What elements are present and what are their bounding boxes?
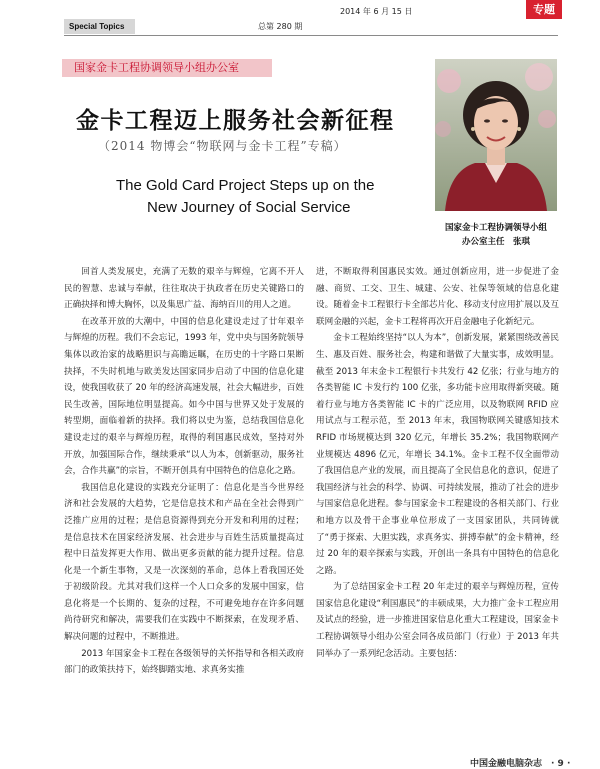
article-title-cn: 金卡工程迈上服务社会新征程 — [76, 107, 395, 134]
header-date: 2014 年 6 月 15 日 — [340, 7, 413, 16]
article-subtitle-cn: （2014 物博会“物联网与金卡工程”专稿） — [98, 139, 347, 153]
portrait-illustration — [435, 59, 557, 211]
author-portrait — [435, 59, 557, 211]
body-paragraph: 我国信息化建设的实践充分证明了：信息化是当今世界经济和社会发展的大趋势，它是信息技术和产品在全社会得到广泛推广应用的过程；是信息资源得到充分开发和利用的过程；是信息技术在国家经济发展、社会进步与百姓生活质量提高过程中日益发挥更大作用、做出更多贡献的能力提升过程。信息化是一个新生事物，又是一次深刻的革命，总体上看我国还处于初级阶段。尤其对我们这样一个人口众多的发展中国家，信息化将是一个长期的、复杂的过程，不可避免地存在许多问题尚待研究和解决，需要我们在实践中不断探索，在发现矛盾、解决问题的过程中，不断推进。 — [64, 482, 304, 643]
header-divider — [64, 35, 558, 36]
article-title-en-line1: The Gold Card Project Steps up on the — [116, 177, 375, 194]
page-footer: 中国金融电脑杂志 · 9 · — [470, 759, 571, 769]
body-paragraph: 在改革开放的大潮中，中国的信息化建设走过了廿年艰辛与辉煌的历程。我们不会忘记，1993 年，党中央与国务院领导集体以政治家的战略胆识与高瞻远瞩，在历史的十字路口果断抉择，不失时机地与欧美发达国家同步启动了中国的信息化建设，使我国收获了 20 年的经济高速发展，社会大幅进步，百姓民生改善，国际地位明显提高。如今中国与世界又处于发展的转型期，面临着新的抉择。我们将以史为鉴，总结我国信息化建设走过的艰辛与辉煌历程，取得的利国惠民成效，坚持对外开放，加强国际合作，继续秉承“以人为本，创新驱动，服务社会，合作共赢”的宗旨，不断开创具有中国特色的信息化之路。 — [64, 316, 304, 477]
body-column-left — [64, 264, 304, 679]
office-band: 国家金卡工程协调领导小组办公室 — [62, 59, 272, 77]
body-paragraph: 为了总结国家金卡工程 20 年走过的艰辛与辉煌历程，宣传国家信息化建设“利国惠民”的丰硕成果，大力推广金卡工程应用及试点的经验，进一步推进国家信息化重大工程建设，国家金卡工程协调领导小组办公室会同各成员部门（行业）于 2013 年共同举办了一系列纪念活动。主要包括： — [316, 582, 559, 659]
body-paragraph: 回首人类发展史，充满了无数的艰辛与辉煌，它离不开人民的智慧、忠诚与奉献，往往取决于执政者在历史关键路口的正确抉择和博大胸怀，以及集思广益、海纳百川的用人之道。 — [64, 267, 304, 311]
issue-number: 总第 280 期 — [258, 22, 303, 31]
body-column-right — [316, 264, 559, 662]
body-paragraph: 2013 年国家金卡工程在各级领导的关怀指导和各相关政府部门的政策扶持下，始终脚踏实地、求真务实推 — [64, 648, 304, 676]
portrait-caption-line1: 国家金卡工程协调领导小组 — [444, 223, 547, 233]
body-paragraph: 金卡工程始终坚持“以人为本”，创新发展，紧紧围绕改善民生、惠及百姓、服务社会，构建和谐做了大量实事，成效明显。截至 2013 年末金卡工程银行卡共发行 42 亿张；行业与地方的各类智能 IC 卡发行约 100 亿张，多功能卡应用取得新突破。随着行业与地方各类智能 IC 卡的广泛应用，以及物联网 RFID 应用试点与工程示范，至 2013 年末，我国物联网关键感知技术 RFID 市场规模达到 320 亿元，年增长 35.2%；我国物联网产业规模达 4896 亿元，年增长 34.1%。金卡工程不仅全面带动了我国信息产业的发展，而且提高了全民信息化的意识，促进了我国经济与社会的科学、协调、可持续发展，推动了社会的进步与国家信息化进程。参与国家金卡工程建设的各相关部门、行业和地方以及骨干企事业单位形成了一支国家团队，共同铸就了“勇于探索、大胆实践，求真务实、拼搏奉献”的金卡精神，经过 20 年的艰辛探索与实践，开创出一条具有中国特色的信息化之路。 — [316, 333, 559, 576]
section-tab: Special Topics — [64, 19, 135, 34]
body-paragraph: 进，不断取得利国惠民实效。通过创新应用，进一步促进了金融、商贸、工交、卫生、城建、公安、社保等领域的信息化建设。随着金卡工程银行卡全部芯片化、移动支付应用扩展以及互联网金融的兴起，金卡工程将再次开启金融电子化新纪元。 — [316, 267, 559, 327]
portrait-caption-line2: 办公室主任 张琪 — [461, 237, 530, 247]
section-badge: 专题 — [526, 0, 562, 19]
article-title-en-line2: New Journey of Social Service — [147, 199, 351, 216]
